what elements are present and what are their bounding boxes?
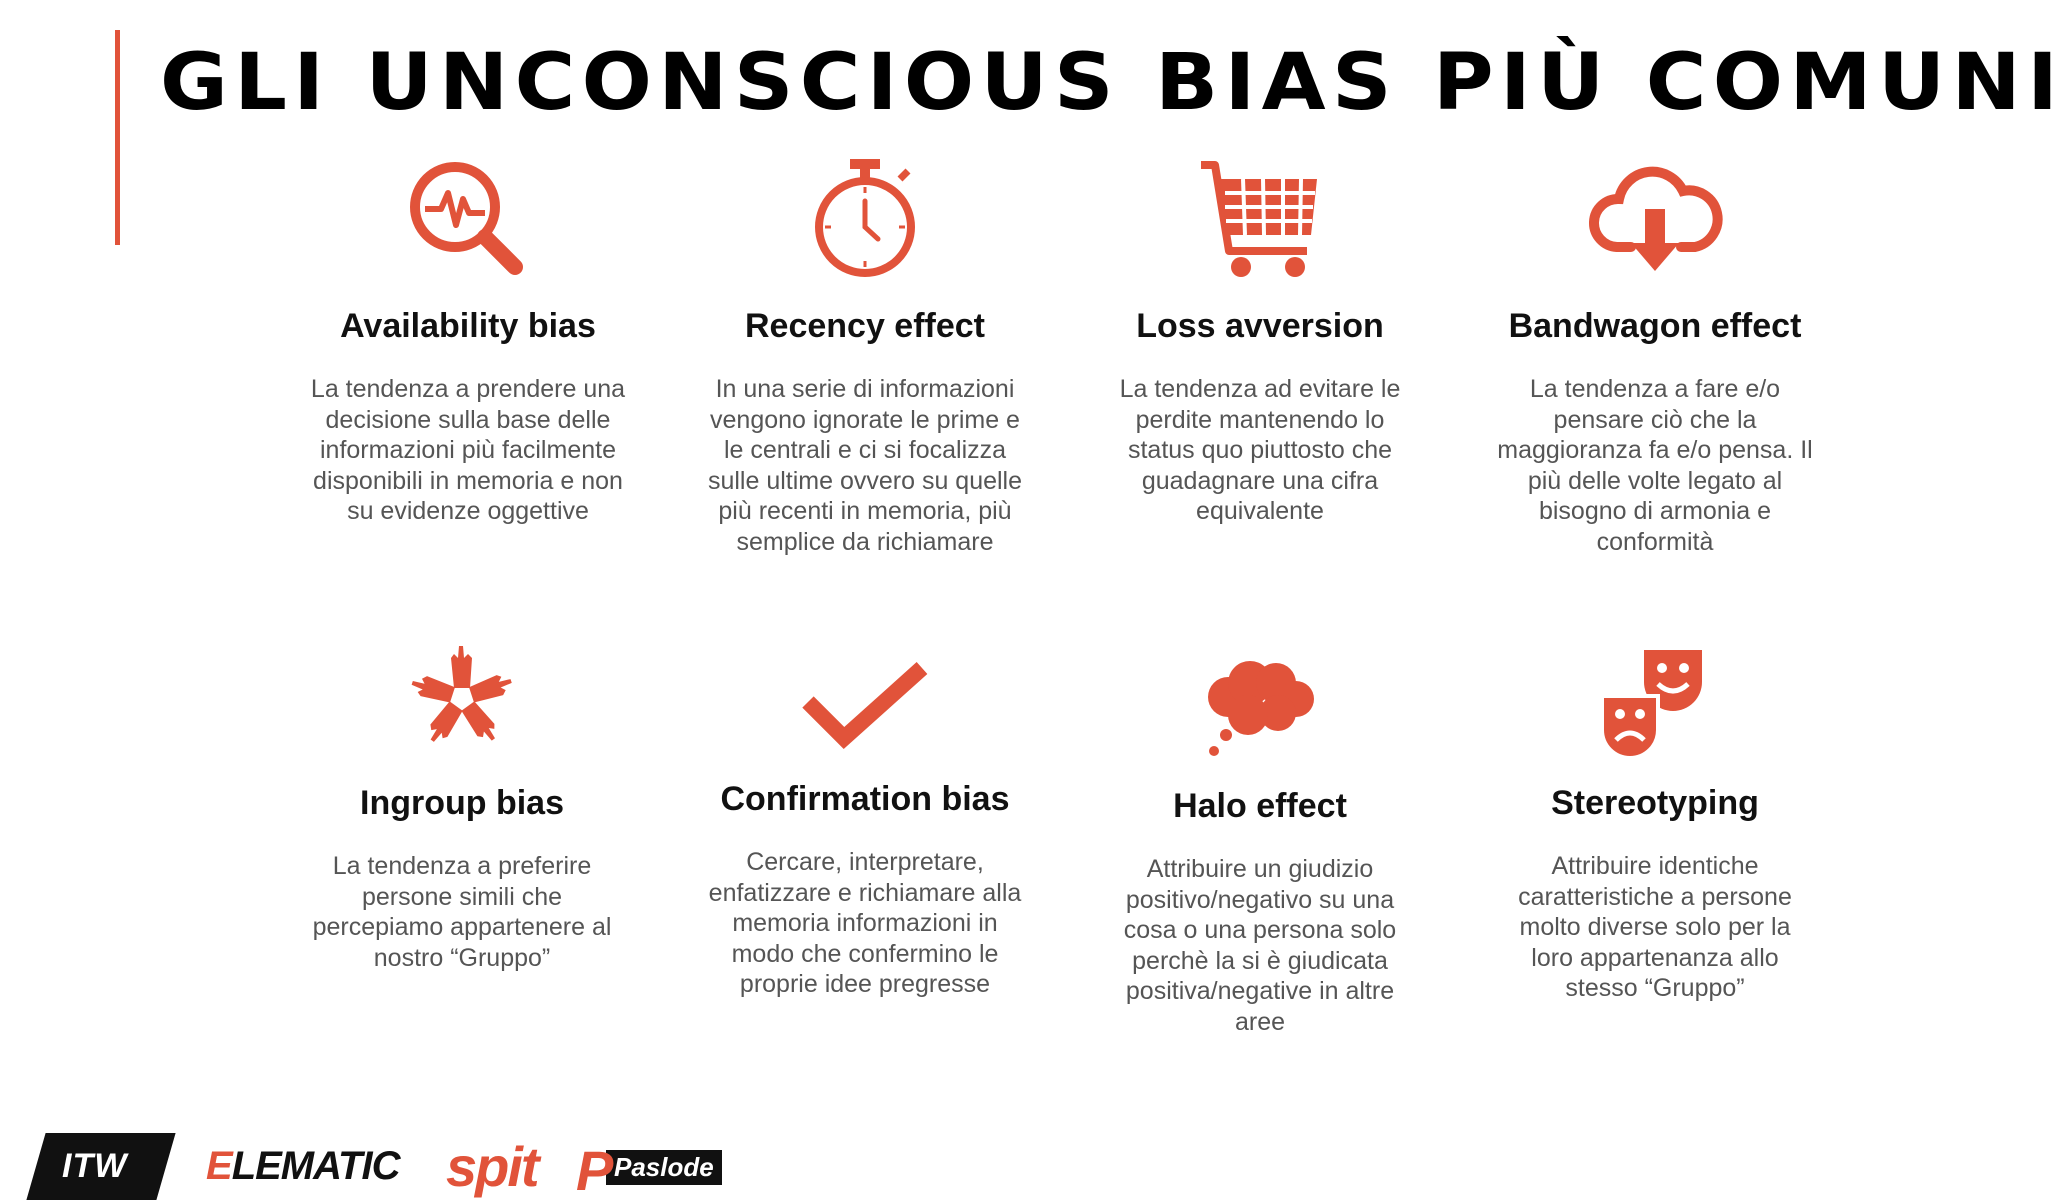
stopwatch-icon bbox=[800, 155, 930, 285]
bias-card-bandwagon bbox=[1475, 155, 1835, 557]
bias-description: La tendenza a prendere una decisione sulla base delle informazioni più facilmente disponibili in memoria e non su evidenze oggettive bbox=[310, 375, 626, 525]
bias-card-stereotyping bbox=[1475, 648, 1835, 1004]
bias-title: Stereotyping bbox=[1551, 784, 1759, 822]
bias-title: Bandwagon effect bbox=[1508, 307, 1802, 345]
bias-description: La tendenza ad evitare le perdite mantenendo lo status quo piuttosto che guadagnare una cifra equivalente bbox=[1119, 375, 1401, 525]
brand-logos: ITW ELEMATIC spit Paslode P bbox=[36, 1130, 736, 1200]
thought-cloud-icon bbox=[1200, 655, 1320, 765]
bias-title: Recency effect bbox=[744, 307, 985, 345]
bias-title: Availability bias bbox=[340, 307, 596, 345]
bias-card-availability bbox=[288, 155, 648, 527]
bias-description: Attribuire identiche caratteristiche a persone molto diverse solo per la loro appartenanza allo stesso “Gruppo” bbox=[1518, 852, 1792, 1002]
magnifier-pulse-icon bbox=[403, 155, 533, 285]
bias-description: In una serie di informazioni vengono ignorate le prime e le centrali e ci si focalizza sulle ultime ovvero su quelle più recenti in memoria, più semplice da richiamare bbox=[707, 375, 1023, 556]
bias-card-ingroup bbox=[282, 630, 642, 973]
bias-card-loss-aversion bbox=[1080, 155, 1440, 527]
spit-logo: spit bbox=[446, 1135, 538, 1198]
bias-description: La tendenza a fare e/o pensare ciò che la maggioranza fa e/o pensa. Il più delle volte legato al bisogno di armonia e conformità bbox=[1497, 375, 1813, 556]
bias-description: La tendenza a preferire persone simili che percepiamo appartenere al nostro “Gruppo” bbox=[312, 852, 612, 972]
bias-card-recency bbox=[685, 155, 1045, 557]
bias-title: Loss avversion bbox=[1136, 307, 1384, 345]
bias-card-confirmation bbox=[685, 660, 1045, 1000]
bias-title: Ingroup bias bbox=[360, 784, 564, 822]
bias-description: Cercare, interpretare, enfatizzare e richiamare alla memoria informazioni in modo che confermino le proprie idee pregresse bbox=[708, 848, 1022, 998]
itw-logo: ITW bbox=[26, 1133, 175, 1200]
page-title: GLI UNCONSCIOUS BIAS PIÙ COMUNI bbox=[160, 38, 2065, 128]
checkmark-icon bbox=[800, 660, 930, 760]
theater-masks-icon bbox=[1590, 648, 1720, 766]
bias-title: Halo effect bbox=[1173, 787, 1347, 825]
hands-circle-icon bbox=[392, 630, 532, 760]
bias-card-halo bbox=[1080, 655, 1440, 1037]
shopping-cart-icon bbox=[1195, 155, 1325, 285]
bias-title: Confirmation bias bbox=[720, 780, 1010, 818]
elematic-logo: ELEMATIC bbox=[206, 1144, 400, 1188]
bias-description: Attribuire un giudizio positivo/negativo su una cosa o una persona solo perchè la si è giudicata positiva/negative in altre aree bbox=[1123, 855, 1397, 1036]
cloud-download-icon bbox=[1585, 155, 1725, 285]
